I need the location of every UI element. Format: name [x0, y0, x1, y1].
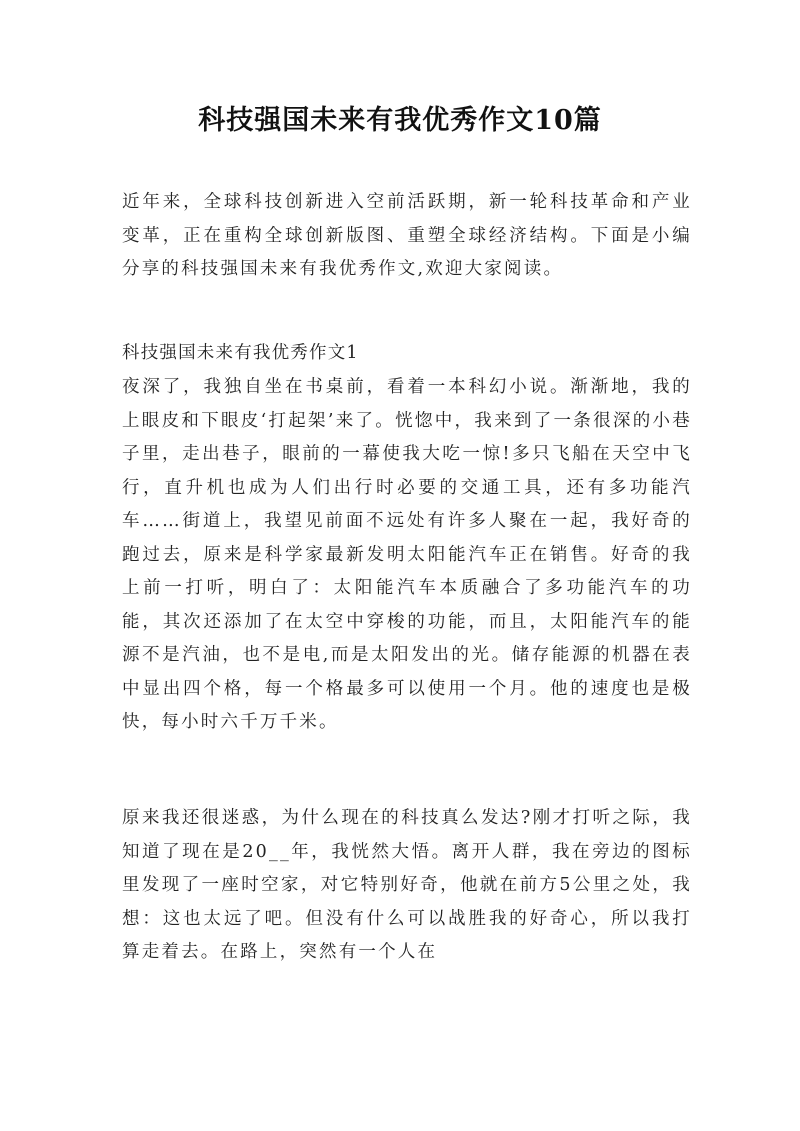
section-heading: 科技强国未来有我优秀作文1 — [122, 343, 359, 363]
document-title: 科技强国未来有我优秀作文10篇 — [198, 105, 602, 136]
body-paragraph-1: 夜深了，我独自坐在书桌前，看着一本科幻小说。渐渐地，我的上眼皮和下眼皮‘打起架’来了。恍惚中，我来到了一条很深的小巷子里，走出巷子，眼前的一幕使我大吃一惊!多只飞船在天空中飞行，直升机也成为人们出行时必要的交通工具，还有多功能汽车……街道上，我望见前面不远处有许多人聚在一起，我好奇的跑过去，原来是科学家最新发明太阳能汽车正在销售。好奇的我上前一打听，明白了：太阳能汽车本质融合了多功能汽车的功能，其次还添加了在太空中穿梭的功能，而且，太阳能汽车的能源不是汽油，也不是电,而是太阳发出的光。储存能源的机器在表中显出四个格，每一个格最多可以使用一个月。他的速度也是极快，每小时六千万千米。 — [122, 377, 692, 732]
body-paragraph-2: 原来我还很迷惑，为什么现在的科技真么发达?刚才打听之际，我知道了现在是20__年，我恍然大悟。离开人群，我在旁边的图标里发现了一座时空家，对它特别好奇，他就在前方5公里之处，我想：这也太远了吧。但没有什么可以战胜我的好奇心，所以我打算走着去。在路上，突然有一个人在 — [122, 808, 692, 962]
intro-paragraph: 近年来，全球科技创新进入空前活跃期，新一轮科技革命和产业变革，正在重构全球创新版图、重塑全球经济结构。下面是小编分享的科技强国未来有我优秀作文,欢迎大家阅读。 — [122, 192, 692, 279]
